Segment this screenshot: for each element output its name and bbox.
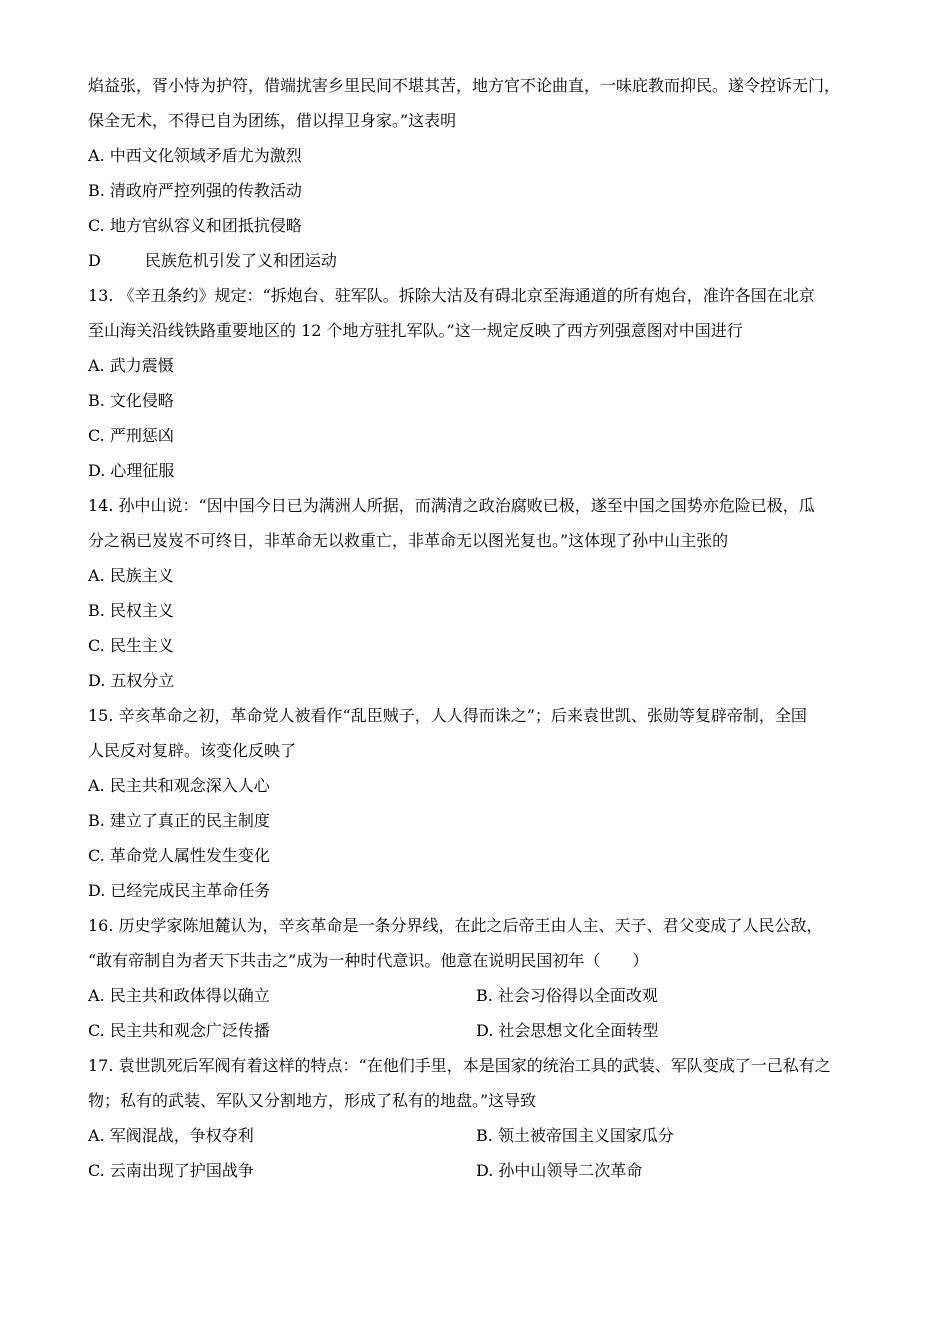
question-13-option-b[interactable]: B. 文化侵略 [88, 391, 174, 410]
question-13-stem-line-2: 至山海关沿线铁路重要地区的 12 个地方驻扎军队。”这一规定反映了西方列强意图对中国进行 [88, 321, 743, 340]
question-14-stem-line-2: 分之祸已岌岌不可终日，非革命无以救重亡，非革命无以图光复也。”这体现了孙中山主张的 [88, 531, 729, 550]
question-14-option-a[interactable]: A. 民族主义 [88, 566, 174, 585]
exam-page [88, 68, 868, 1188]
question-14-option-c[interactable]: C. 民生主义 [88, 636, 174, 655]
question-15-option-b[interactable]: B. 建立了真正的民主制度 [88, 811, 270, 830]
question-13-stem-line-1: 13. 《辛丑条约》规定：“拆炮台、驻军队。拆除大沽及有碍北京至海通道的所有炮台，准许各国在北京 [88, 286, 815, 305]
question-15-stem-line-2: 人民反对复辟。该变化反映了 [88, 741, 297, 760]
question-16-option-d[interactable]: D. 社会思想文化全面转型 [476, 1021, 659, 1040]
question-16-option-b[interactable]: B. 社会习俗得以全面改观 [476, 986, 658, 1005]
option-d-text: 民族危机引发了义和团运动 [144, 251, 337, 270]
question-12-option-b[interactable]: B. 清政府严控列强的传教活动 [88, 181, 302, 200]
question-12-option-d[interactable] [88, 243, 868, 278]
question-14-stem-line-1: 14. 孙中山说：“因中国今日已为满洲人所据，而满清之政治腐败已极，遂至中国之国势亦危险已极，瓜 [88, 496, 815, 515]
question-13-option-c[interactable]: C. 严刑惩凶 [88, 426, 174, 445]
question-12-stem-line-2: 保全无术，不得已自为团练，借以捍卫身家。”这表明 [88, 111, 457, 130]
question-12-option-a[interactable]: A. 中西文化领域矛盾尤为激烈 [88, 146, 302, 165]
question-15-option-a[interactable]: A. 民主共和观念深入人心 [88, 776, 270, 795]
question-16-options-row-2 [88, 1013, 868, 1048]
question-14-option-b[interactable]: B. 民权主义 [88, 601, 174, 620]
question-12-option-c[interactable]: C. 地方官纵容义和团抵抗侵略 [88, 216, 302, 235]
question-12-stem-line-1: 焰益张，胥小恃为护符，借端扰害乡里民间不堪其苦，地方官不论曲直，一味庇教而抑民。遂令控诉无门， [88, 76, 841, 95]
question-13-option-a[interactable]: A. 武力震慑 [88, 356, 174, 375]
question-13-option-d[interactable]: D. 心理征服 [88, 461, 175, 480]
option-d-letter: D [88, 251, 101, 270]
question-16-option-a[interactable]: A. 民主共和政体得以确立 [88, 986, 270, 1005]
question-17-option-b[interactable]: B. 领土被帝国主义国家瓜分 [476, 1126, 674, 1145]
question-15-option-c[interactable]: C. 革命党人属性发生变化 [88, 846, 270, 865]
question-17-option-a[interactable]: A. 军阀混战，争权夺利 [88, 1126, 254, 1145]
question-17-stem-line-1: 17. 袁世凯死后军阀有着这样的特点：“在他们手里，本是国家的统治工具的武装、军队变成了一己私有之 [88, 1056, 831, 1075]
question-17-options-row-2 [88, 1153, 868, 1188]
question-15-option-d[interactable]: D. 已经完成民主革命任务 [88, 881, 271, 900]
question-16-options-row-1 [88, 978, 868, 1013]
question-17-stem-line-2: 物；私有的武装、军队又分割地方，形成了私有的地盘。”这导致 [88, 1091, 537, 1110]
question-17-option-c[interactable]: C. 云南出现了护国战争 [88, 1161, 254, 1180]
question-16-stem-line-1: 16. 历史学家陈旭麓认为，辛亥革命是一条分界线，在此之后帝王由人主、天子、君父变成了人民公敌， [88, 916, 823, 935]
question-15-stem-line-1: 15. 辛亥革命之初，革命党人被看作“乱臣贼子，人人得而诛之”；后来袁世凯、张勋等复辟帝制，全国 [88, 706, 807, 725]
question-17-options-row-1 [88, 1118, 868, 1153]
question-14-option-d[interactable]: D. 五权分立 [88, 671, 175, 690]
question-16-stem-line-2: “敢有帝制自为者天下共击之”成为一种时代意识。他意在说明民国初年（ ） [88, 951, 649, 970]
question-16-option-c[interactable]: C. 民主共和观念广泛传播 [88, 1021, 270, 1040]
question-17-option-d[interactable]: D. 孙中山领导二次革命 [476, 1161, 643, 1180]
